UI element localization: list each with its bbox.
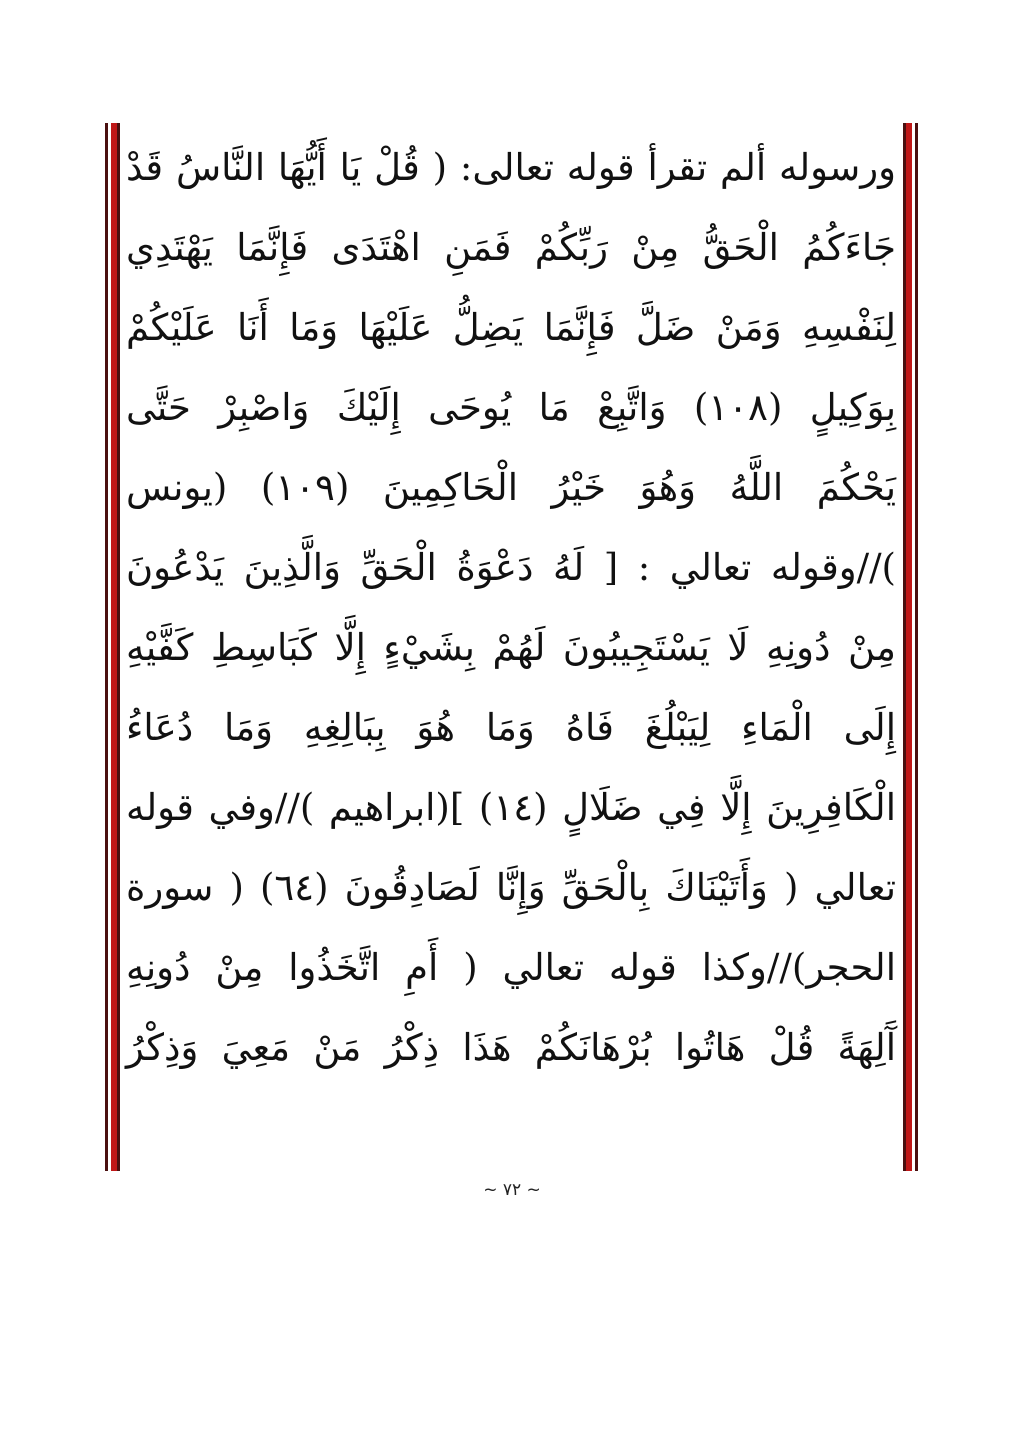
text-line: جَاءَكُمُ الْحَقُّ مِنْ رَبِّكُمْ فَمَنِ اهْتَدَى فَإِنَّمَا يَهْتَدِي	[126, 226, 896, 269]
text-line: إِلَى الْمَاءِ لِيَبْلُغَ فَاهُ وَمَا هُوَ بِبَالِغِهِ وَمَا دُعَاءُ	[126, 706, 896, 749]
text-line: تعالي ( وَأَتَيْنَاكَ بِالْحَقِّ وَإِنَّا لَصَادِقُونَ (٦٤) ( سورة	[126, 866, 896, 909]
right-page-border	[903, 123, 921, 1171]
text-line: لِنَفْسِهِ وَمَنْ ضَلَّ فَإِنَّمَا يَضِلُّ عَلَيْهَا وَمَا أَنَا عَلَيْكُمْ	[126, 306, 896, 349]
page-number: ~ ٧٢ ~	[483, 1180, 541, 1200]
text-line: مِنْ دُونِهِ لَا يَسْتَجِيبُونَ لَهُمْ بِشَيْءٍ إِلَّا كَبَاسِطِ كَفَّيْهِ	[126, 626, 896, 669]
text-line: ورسوله ألم تقرأ قوله تعالى: ( قُلْ يَا أَيُّهَا النَّاسُ قَدْ	[126, 146, 896, 189]
text-line: بِوَكِيلٍ (١٠٨) وَاتَّبِعْ مَا يُوحَى إِلَيْكَ وَاصْبِرْ حَتَّى	[126, 386, 896, 429]
text-line: الحجر)//وكذا قوله تعالي ( أَمِ اتَّخَذُوا مِنْ دُونِهِ	[126, 946, 896, 989]
text-line: يَحْكُمَ اللَّهُ وَهُوَ خَيْرُ الْحَاكِمِينَ (١٠٩) (يونس	[126, 466, 896, 509]
text-line: آَلِهَةً قُلْ هَاتُوا بُرْهَانَكُمْ هَذَا ذِكْرُ مَنْ مَعِيَ وَذِكْرُ	[126, 1026, 896, 1069]
text-line: )//وقوله تعالي : [ لَهُ دَعْوَةُ الْحَقِّ وَالَّذِينَ يَدْعُونَ	[126, 546, 896, 589]
body-text	[120, 128, 902, 1168]
text-line: الْكَافِرِينَ إِلَّا فِي ضَلَالٍ (١٤) ](ابراهيم )//وفي قوله	[126, 786, 896, 829]
border-dark-stripe	[915, 123, 918, 1171]
